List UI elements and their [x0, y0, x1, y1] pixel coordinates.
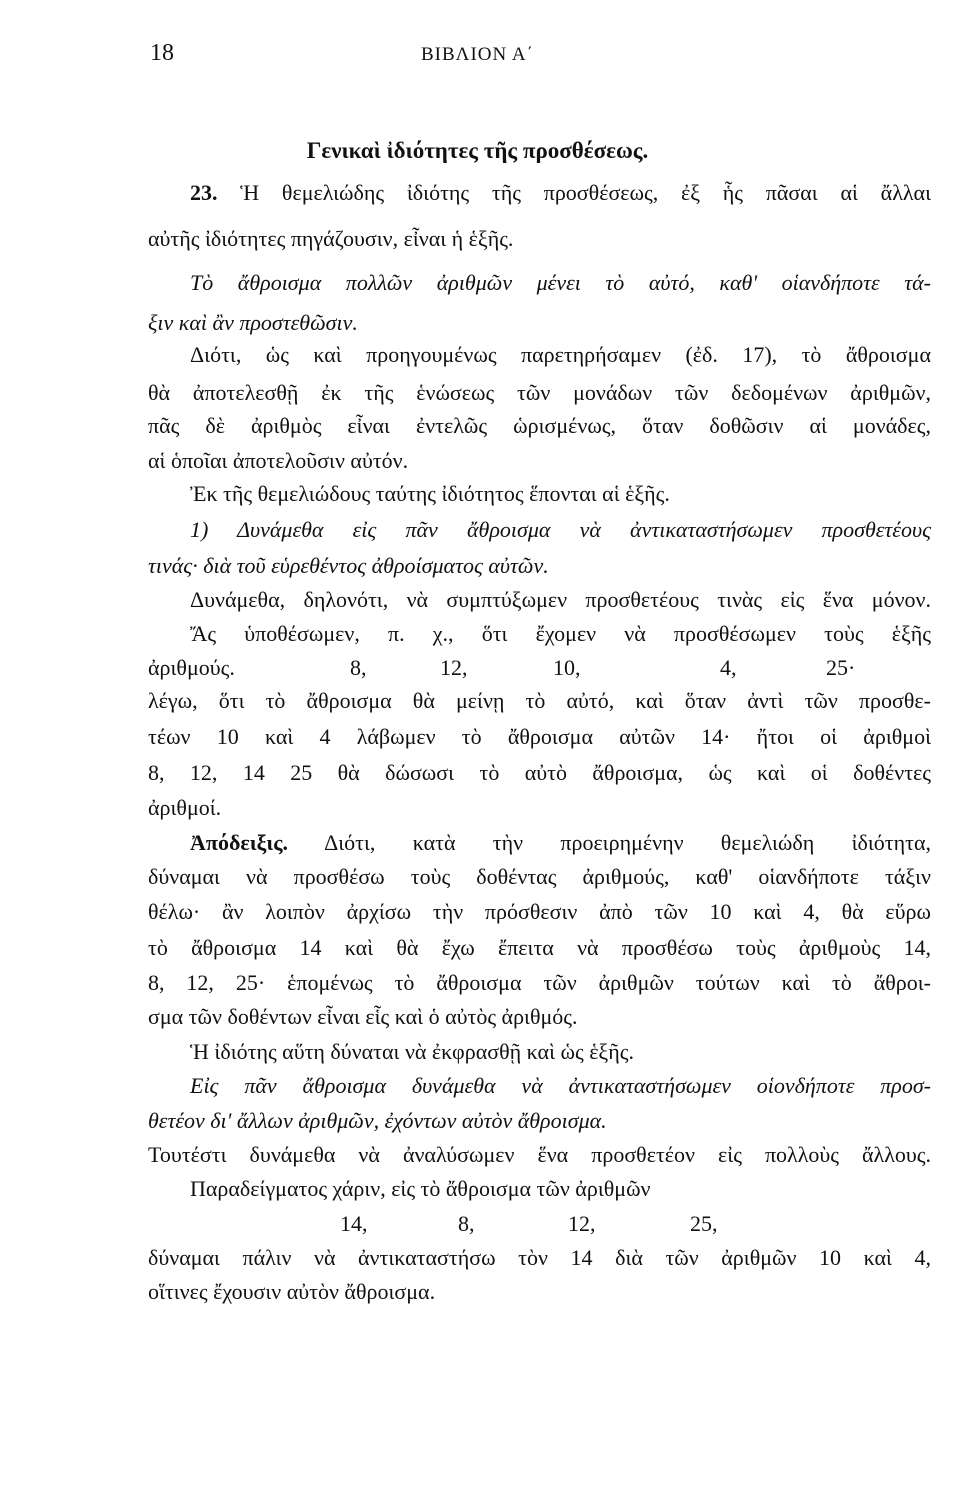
number-item: 25,: [690, 1211, 718, 1236]
section-heading: Γενικαὶ ἰδιότητες τῆς προσθέσεως.: [306, 138, 649, 163]
proof-label: Ἀπόδειξις.: [190, 830, 288, 855]
text-line: Εἰς πᾶν ἄθροισμα δυνάμεθα νὰ ἀντικαταστήσωμεν οἱονδήποτε προσ-: [190, 1073, 931, 1098]
text-line: οἵτινες ἔχουσιν αὐτὸν ἄθροισμα.: [148, 1279, 436, 1304]
text-line: ξιν καὶ ἂν προστεθῶσιν.: [148, 310, 358, 335]
text-line: τέων 10 καὶ 4 λάβωμεν τὸ ἄθροισμα αὐτῶν 14· ἤτοι οἱ ἀριθμοὶ: [148, 724, 931, 749]
text-line: ἀριθμοί.: [148, 795, 222, 820]
number-item: 8,: [458, 1211, 475, 1236]
text-line: 23. Ἡ θεμελιώδης ἰδιότης τῆς προσθέσεως, ἐξ ἧς πᾶσαι αἱ ἄλλαι: [190, 180, 931, 205]
text-line: Τουτέστι δυνάμεθα νὰ ἀναλύσωμεν ἕνα προσθετέον εἰς πολλοὺς ἄλλους.: [148, 1142, 931, 1167]
text-line: δύναμαι νὰ προσθέσω τοὺς δοθέντας ἀριθμούς, καθ' οἱανδήποτε τάξιν: [148, 864, 931, 889]
number-item: 12,: [440, 655, 468, 680]
text-line: Ἄς ὑποθέσωμεν, π. χ., ὅτι ἔχομεν νὰ προσθέσωμεν τοὺς ἑξῆς: [190, 621, 931, 646]
text-line: Δυνάμεθα, δηλονότι, νὰ συμπτύξωμεν προσθετέους τινὰς εἰς ἕνα μόνον.: [190, 587, 931, 612]
number-item: 10,: [553, 655, 581, 680]
text-line: θέλω· ἂν λοιπὸν ἀρχίσω τὴν πρόσθεσιν ἀπὸ τῶν 10 καὶ 4, θὰ εὕρω: [148, 899, 931, 924]
text-line: θὰ ἀποτελεσθῇ ἐκ τῆς ἑνώσεως τῶν μονάδων τῶν δεδομένων ἀριθμῶν,: [148, 380, 931, 405]
text-line: τινάς· διὰ τοῦ εὑρεθέντος ἀθροίσματος αὐτῶν.: [148, 553, 549, 578]
text-line: αἱ ὁποῖαι ἀποτελοῦσιν αὐτόν.: [148, 448, 409, 473]
text-line: δύναμαι πάλιν νὰ ἀντικαταστήσω τὸν 14 διὰ τῶν ἀριθμῶν 10 καὶ 4,: [148, 1245, 931, 1270]
text-line: πᾶς δὲ ἀριθμὸς εἶναι ἐντελῶς ὡρισμένως, ὅταν δοθῶσιν αἱ μονάδες,: [148, 413, 931, 438]
text-line: Παραδείγματος χάριν, εἰς τὸ ἄθροισμα τῶν ἀριθμῶν: [190, 1176, 651, 1201]
page-number: 18: [150, 40, 174, 66]
text-line: αὐτῆς ἰδιότητες πηγάζουσιν, εἶναι ἡ ἑξῆς.: [148, 226, 514, 251]
running-head: ΒΙΒΛΙΟΝ Α΄: [421, 44, 534, 65]
text-line: ἀριθμούς.: [148, 655, 235, 680]
text-line: σμα τῶν δοθέντων εἶναι εἷς καὶ ὁ αὐτὸς ἀριθμός.: [148, 1004, 578, 1029]
text-line: θετέον δι' ἄλλων ἀριθμῶν, ἐχόντων αὐτὸν ἄθροισμα.: [148, 1108, 607, 1133]
paragraph-number: 23.: [190, 180, 218, 205]
text-line: Ἀπόδειξις. Διότι, κατὰ τὴν προειρημένην θεμελιώδη ἰδιότητα,: [190, 830, 931, 855]
text-line: Ἡ ἰδιότης αὕτη δύναται νὰ ἐκφρασθῇ καὶ ὡς ἑξῆς.: [190, 1039, 634, 1064]
number-item: 8,: [350, 655, 367, 680]
text-line: Διότι, ὡς καὶ προηγουμένως παρετηρήσαμεν (ἐδ. 17), τὸ ἄθροισμα: [190, 342, 931, 367]
text-line: λέγω, ὅτι τὸ ἄθροισμα θὰ μείνῃ τὸ αὐτό, καὶ ὅταν ἀντὶ τῶν προσθε-: [148, 688, 931, 713]
number-item: 25·: [826, 655, 856, 680]
text-line: 8, 12, 14 25 θὰ δώσωσι τὸ αὐτὸ ἄθροισμα, ὡς καὶ οἱ δοθέντες: [148, 760, 931, 785]
text-line: 8, 12, 25· ἑπομένως τὸ ἄθροισμα τῶν ἀριθμῶν τούτων καὶ τὸ ἄθροι-: [148, 970, 931, 995]
number-item: 12,: [568, 1211, 596, 1236]
text-line: Τὸ ἄθροισμα πολλῶν ἀριθμῶν μένει τὸ αὐτό, καθ' οἱανδήποτε τά-: [190, 270, 931, 295]
text-line: τὸ ἄθροισμα 14 καὶ θὰ ἔχω ἔπειτα νὰ προσθέσω τοὺς ἀριθμοὺς 14,: [148, 935, 931, 960]
text-line: 1) Δυνάμεθα εἰς πᾶν ἄθροισμα νὰ ἀντικαταστήσωμεν προσθετέους: [190, 517, 931, 542]
number-item: 4,: [720, 655, 737, 680]
number-item: 14,: [340, 1211, 368, 1236]
text-line: Ἐκ τῆς θεμελιώδους ταύτης ἰδιότητος ἕπονται αἱ ἑξῆς.: [190, 481, 670, 506]
